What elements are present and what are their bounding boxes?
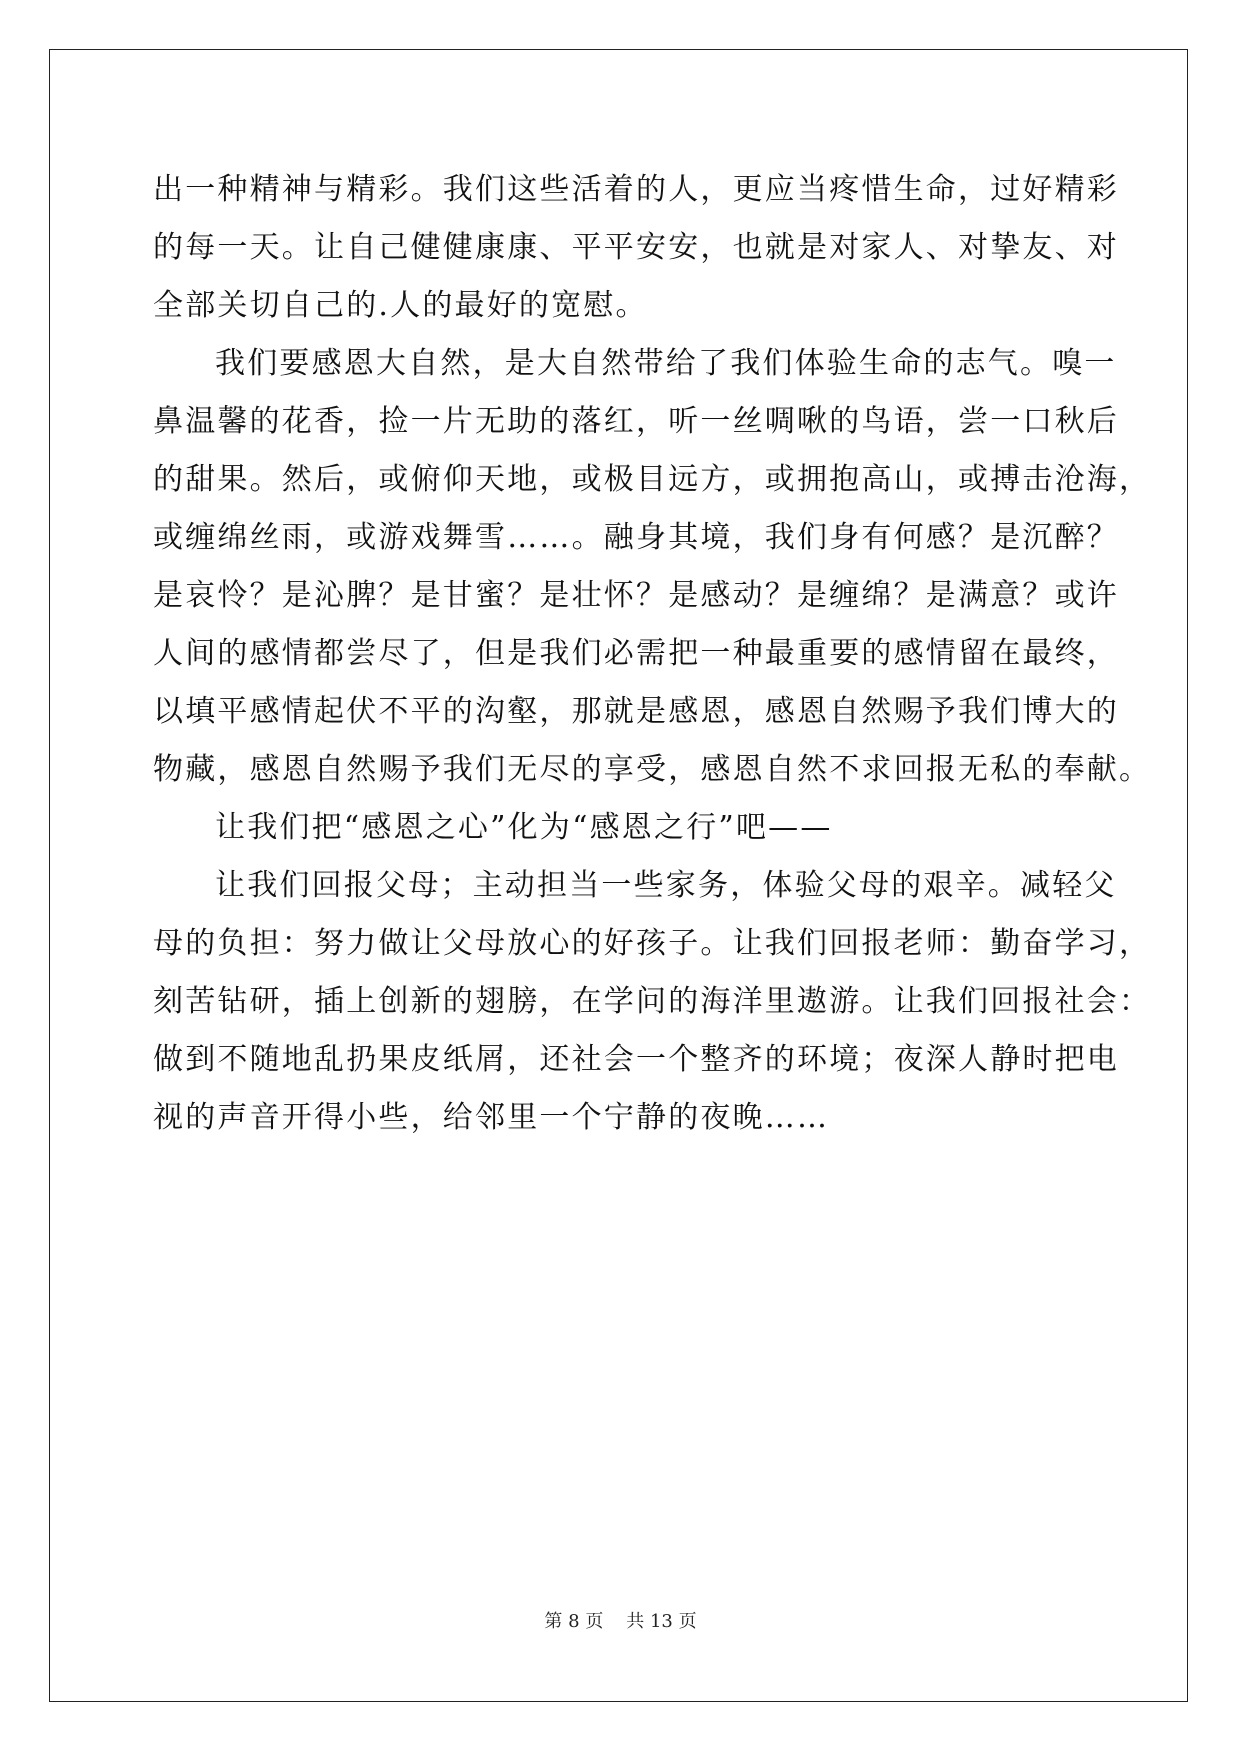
paragraph-start-line: 让我们回报父母；主动担当一些家务，体验父母的艰辛。减轻父 bbox=[215, 868, 1117, 903]
text-line: 以填平感情起伏不平的沟壑，那就是感恩，感恩自然赐予我们博大的 bbox=[153, 694, 1119, 729]
paragraph-start-line: 让我们把“感恩之心”化为“感恩之行”吧—— bbox=[215, 810, 833, 845]
text-line: 是哀怜？是沁脾？是甘蜜？是壮怀？是感动？是缠绵？是满意？或许 bbox=[153, 578, 1119, 613]
text-line: 人间的感情都尝尽了，但是我们必需把一种最重要的感情留在最终， bbox=[153, 636, 1119, 671]
text-line: 或缠绵丝雨，或游戏舞雪……。融身其境，我们身有何感？是沉醉？ bbox=[153, 520, 1119, 555]
text-line: 出一种精神与精彩。我们这些活着的人，更应当疼惜生命，过好精彩 bbox=[153, 172, 1119, 207]
text-line: 的甜果。然后，或俯仰天地，或极目远方，或拥抱高山，或搏击沧海， bbox=[153, 462, 1152, 497]
paragraph-start-line: 我们要感恩大自然，是大自然带给了我们体验生命的志气。嗅一 bbox=[215, 346, 1117, 381]
page-number: 第 8 页 bbox=[544, 1611, 604, 1632]
text-line: 刻苦钻研，插上创新的翅膀，在学问的海洋里遨游。让我们回报社会： bbox=[153, 984, 1152, 1019]
text-line: 视的声音开得小些，给邻里一个宁静的夜晚…… bbox=[153, 1100, 830, 1135]
text-line: 的每一天。让自己健健康康、平平安安，也就是对家人、对挚友、对 bbox=[153, 230, 1119, 265]
text-line: 鼻温馨的花香，捡一片无助的落红，听一丝啁啾的鸟语，尝一口秋后 bbox=[153, 404, 1119, 439]
text-line: 做到不随地乱扔果皮纸屑，还社会一个整齐的环境；夜深人静时把电 bbox=[153, 1042, 1119, 1077]
text-line: 全部关切自己的.人的最好的宽慰。 bbox=[153, 288, 648, 323]
page-footer bbox=[0, 1610, 1241, 1634]
text-line: 物藏，感恩自然赐予我们无尽的享受，感恩自然不求回报无私的奉献。 bbox=[153, 752, 1152, 787]
text-line: 母的负担：努力做让父母放心的好孩子。让我们回报老师：勤奋学习， bbox=[153, 926, 1152, 961]
page-total: 共 13 页 bbox=[626, 1611, 697, 1632]
